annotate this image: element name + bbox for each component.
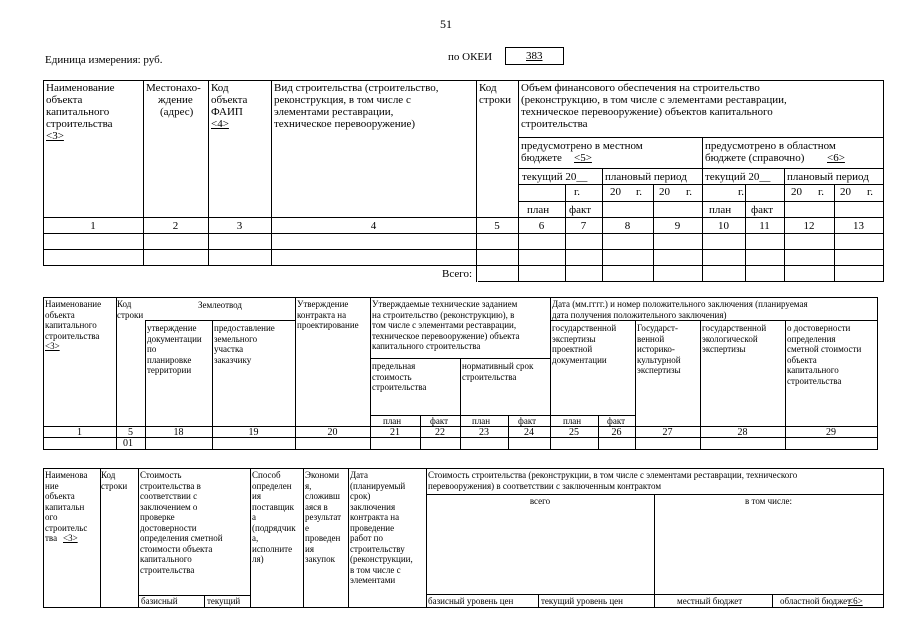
t1-local-budget: предусмотрено в местном бюджете <5> [521, 140, 643, 164]
t3-cost-reliability: Стоимость строительства в соответствии с заключением о проверке достоверности определения сметной стоимости объекта капитального строительства [140, 470, 223, 575]
t1-current-local: текущий 20__ [522, 171, 588, 183]
t1-current-regional: текущий 20__ [705, 171, 771, 183]
t1-col-type: Вид строительства (строительство, реконструкция, в том числе с элементами реставрации, техническое перевооружение) [274, 82, 439, 130]
t1-regional-budget: предусмотрено в областном бюджете (справочно) <6> [705, 140, 845, 164]
t2-norm-term: нормативный срок строительства [462, 361, 534, 382]
okei-code-box [505, 47, 564, 65]
t3-col-code: Код строки [101, 470, 128, 491]
t1-col-code: Код строки [479, 82, 512, 106]
t3-method: Способ определен ия поставщик а (подрядчик а, исполните ля) [252, 470, 296, 564]
t2-tech-task: Утверждаемые технические заданием на строительство (реконструкцию), в том числе с элементами реставрации, техническое перевооружение) объекта капитального строительства [372, 299, 520, 351]
t2-state-expertise: государственной экспертизы проектной документации [552, 323, 617, 365]
unit-label: Единица измерения: руб. [45, 54, 163, 66]
t1-col-location: Местонахо- ждение (адрес) [146, 82, 201, 118]
t1-col-finance: Объем финансового обеспечения на строительство (реконструкцию, в том числе с элементами реставрации, техническое перевооружение) объектов капитального строительства [521, 82, 787, 130]
t1-planned-local: плановый период [605, 171, 687, 183]
t2-land-provision: предоставление земельного участка заказчику [214, 323, 275, 365]
document-page: 51 Единица измерения: руб. по ОКЕИ 383 Наименование объекта капитального строительства <3> Местонахо- ждение (адрес) Код объекта ФАИП <4> Вид строительства (строительство, реконструкция, в том числе с элементами реставрации, техническое перевооружение) Код строки Объем финансового обеспечения на строительство (реконструкцию, в том числе с элементами реставрации, техническое перевооружение) объектов капитального строительства предусмотрено в местном бюджете <5> предусмотрено в областном бюджете (справочно) <6> текущий 20__ г. плановый период 20 г. 20 г. текущий 20__ г. плановый период 20 г. 20 г. план факт план факт 1 2 3 4 5 6 7 8 9 10 11 12 13 Всего: Наименование объекта капитального строительства <3> Код строки Землеотвод утверждение документации по планировке территории предоставление земельного участка заказчику Утверждение контракта на проектирование Утверждаемые технические заданием на строительство (реконструкцию), в том числе с элементами реставрации, техническое перевооружение) объекта капитального строительства предельная стоимость строительства нормативный срок строительства Дата (мм.гггг.) и номер положительного заключения (планируемая дата получения положительного заключения) государственной экспертизы проектной документации Государст- венной историко- культурной экспертизы государственной экологической экспертизы о достоверности определения сметной стоимости объекта капитального строительства план факт план факт план факт 1 5 18 19 20 21 22 23 24 25 26 27 28 29 01 Наименова ние объекта капитальн ого строительс тва <3> Код строки Стоимость строительства в соответствии с заключением о проверке достоверности определения сметной стоимости объекта капитального строительства базисный текущий Способ определен ия поставщик а (подрядчик а, исполните ля) Экономи я, сложивш аяся в результат е проведен ия закупок Дата (планируемый срок) заключения контракта на проведение работ по строительству (реконструкции, в том числе с элементами Стоимость строительства (реконструкции, в том числе с элементами реставрации, технического перевооружения) в соответствии с заключенным контрактом всего в том числе: базисный уровень цен текущий уровень цен местный бюджет областной бюджет <6> [0, 0, 905, 640]
t1-planned-regional: плановый период [787, 171, 869, 183]
t2-contract-approval: Утверждение контракта на проектирование [297, 299, 359, 330]
t2-expertise-head: Дата (мм.гггг.) и номер положительного заключения (планируемая дата получения положительного заключения) [552, 299, 808, 320]
okei-code: 383 [526, 50, 543, 62]
t3-including: в том числе: [745, 496, 792, 506]
t1-total-label: Всего: [442, 268, 473, 280]
t3-total: всего [529, 496, 551, 506]
t2-eco-expertise: государственной экологической экспертизы [702, 323, 767, 354]
okei-label: по ОКЕИ [448, 51, 493, 63]
t3-cost-contract: Стоимость строительства (реконструкции, в том числе с элементами реставрации, технического перевооружения) в соответствии с заключенным контрактом [428, 470, 798, 491]
t2-row-code: 01 [123, 438, 133, 449]
page-number: 51 [440, 17, 452, 31]
t2-col-name: Наименование объекта капитального строительства <3> [45, 299, 102, 351]
t3-date-plan: Дата (планируемый срок) заключения контракта на проведение работ по строительству (реконструкции, в том числе с элементами [350, 470, 413, 585]
t2-land: Землеотвод [198, 300, 243, 310]
t2-max-cost: предельная стоимость строительства [372, 361, 427, 392]
t2-col-code: Код строки [117, 299, 144, 320]
t3-col-name: Наименова ние объекта капитальн ого строительс тва <3> [45, 470, 88, 543]
t2-historical-expertise: Государст- венной историко- культурной экспертизы [637, 323, 681, 375]
t2-cost-reliability: о достоверности определения сметной стоимости объекта капитального строительства [787, 323, 862, 386]
t2-land-docs: утверждение документации по планировке территории [147, 323, 202, 375]
t1-col-name: Наименование объекта капитального строительства <3> [46, 82, 115, 142]
t3-savings: Экономи я, сложивш аяся в результат е проведен ия закупок [305, 470, 342, 564]
t1-col-faip: Код объекта ФАИП <4> [211, 82, 248, 130]
